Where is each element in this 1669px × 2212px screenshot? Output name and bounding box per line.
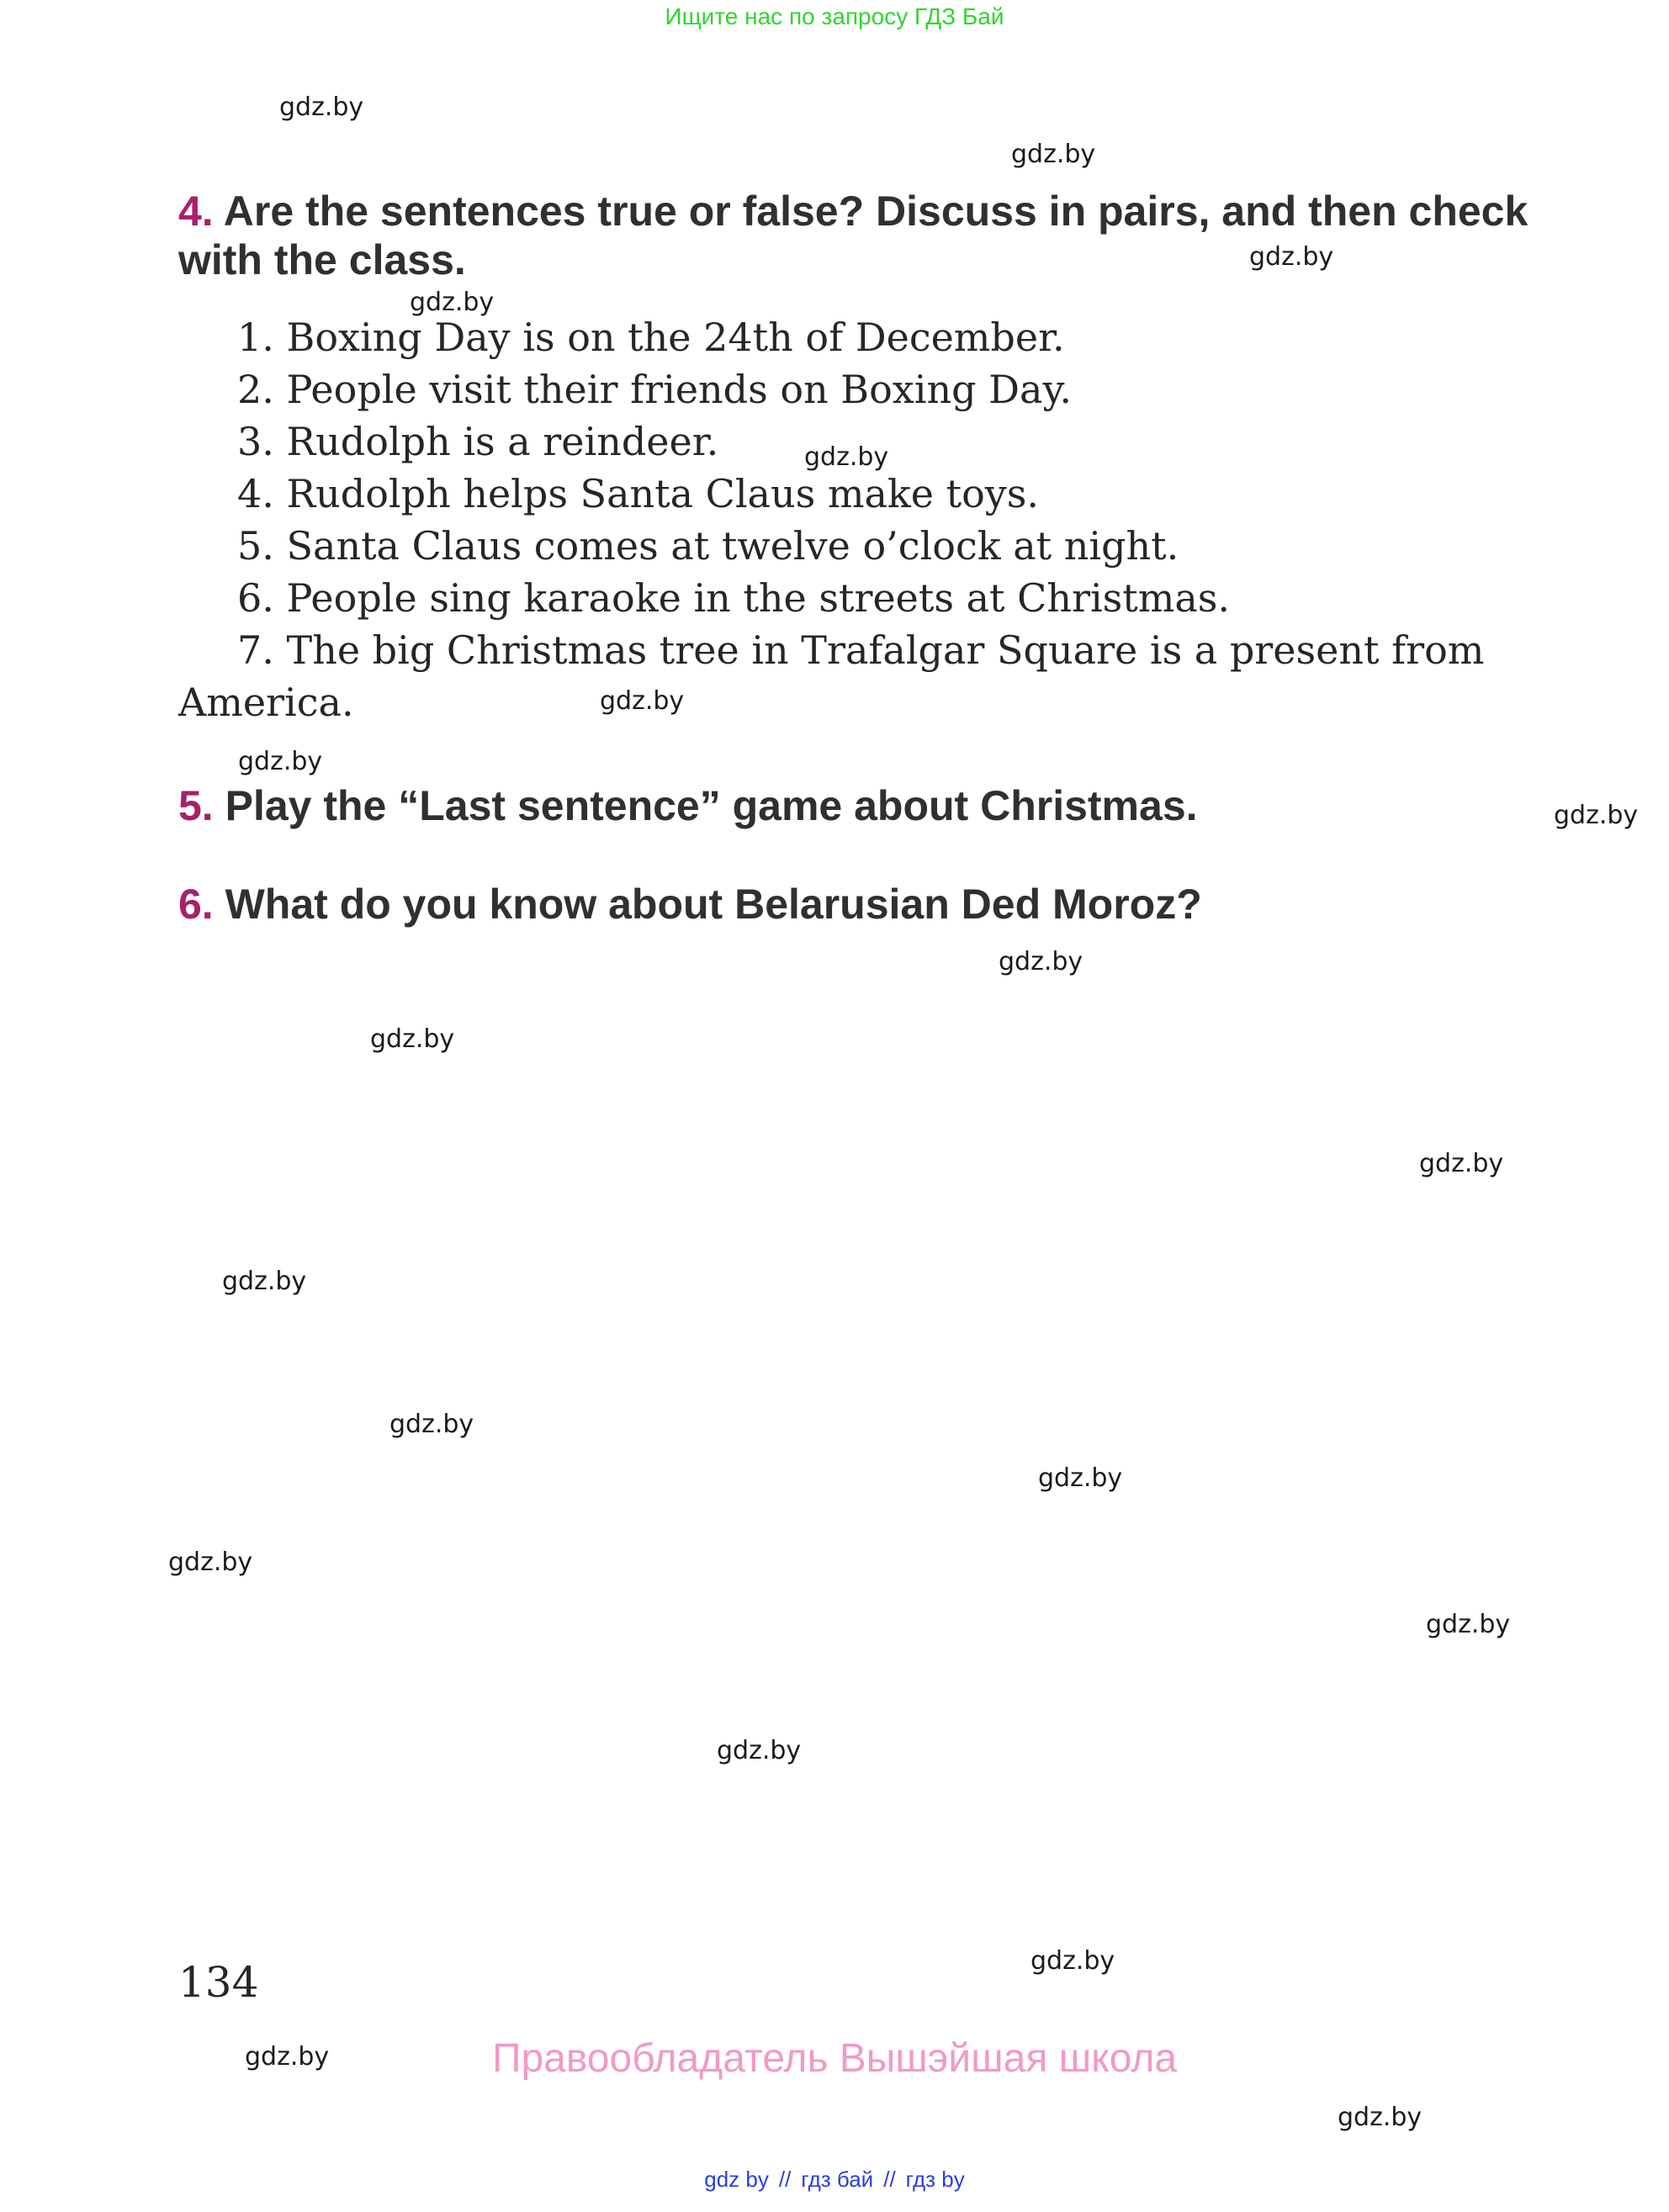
copyright-notice: Правообладатель Вышэйшая школа <box>491 2036 1178 2081</box>
sentence-6: 6. People sing karaoke in the streets at Christmas. <box>237 575 1231 621</box>
watermark: gdz.by <box>222 1267 307 1296</box>
sentence-1: 1. Boxing Day is on the 24th of December. <box>237 315 1065 360</box>
watermark: gdz.by <box>1011 140 1096 169</box>
task-4-text-line-1: Are the sentences true or false? Discuss in pairs, and then check <box>223 188 1529 235</box>
watermark: gdz.by <box>279 93 364 122</box>
watermark: gdz.by <box>1038 1463 1123 1493</box>
task-4-text-line-2: with the class. <box>178 236 466 283</box>
watermark: gdz.by <box>1249 242 1334 272</box>
watermark: gdz.by <box>804 442 889 472</box>
sentence-2: 2. People visit their friends on Boxing Day. <box>237 367 1072 412</box>
watermark: gdz.by <box>1426 1610 1511 1639</box>
task-5-number: 5. <box>178 782 214 829</box>
sentence-4: 4. Rudolph helps Santa Claus make toys. <box>237 471 1039 516</box>
task-4-heading <box>178 187 1528 235</box>
footer-link-gdz-by[interactable]: gdz by <box>704 2167 769 2192</box>
watermark: gdz.by <box>1554 801 1639 830</box>
watermark: gdz.by <box>245 2042 330 2072</box>
footer-separator: // <box>778 2167 792 2192</box>
watermark: gdz.by <box>1419 1149 1504 1178</box>
task-4-number: 4. <box>178 188 214 235</box>
sentence-7-continued: America. <box>178 680 354 725</box>
watermark: gdz.by <box>999 947 1084 976</box>
watermark: gdz.by <box>168 1548 253 1577</box>
watermark: gdz.by <box>410 288 495 317</box>
search-banner[interactable]: Ищите нас по запросу ГДЗ Бай <box>665 3 1004 29</box>
watermark: gdz.by <box>600 686 685 716</box>
task-6-heading <box>178 880 1202 929</box>
footer-link-gdz-by-ru[interactable]: гдз by <box>905 2167 965 2192</box>
task-5-text: Play the “Last sentence” game about Christmas. <box>225 782 1198 829</box>
watermark: gdz.by <box>1031 1946 1115 1976</box>
watermark: gdz.by <box>717 1736 802 1765</box>
watermark: gdz.by <box>389 1410 474 1439</box>
footer-link-gdz-bai[interactable]: гдз бай <box>801 2167 874 2192</box>
watermark: gdz.by <box>238 747 323 776</box>
footer-separator: // <box>883 2167 896 2192</box>
page-number: 134 <box>178 1958 259 2007</box>
watermark: gdz.by <box>370 1024 455 1054</box>
footer-links <box>0 2167 1669 2193</box>
task-6-number: 6. <box>178 881 214 928</box>
task-6-text: What do you know about Belarusian Ded Moroz? <box>225 881 1202 928</box>
watermark: gdz.by <box>1338 2103 1423 2132</box>
sentence-7: 7. The big Christmas tree in Trafalgar Square is a present from <box>237 627 1485 673</box>
sentence-3: 3. Rudolph is a reindeer. <box>237 419 719 464</box>
task-5-heading <box>178 781 1198 830</box>
sentence-5: 5. Santa Claus comes at twelve o’clock at night. <box>237 523 1179 569</box>
